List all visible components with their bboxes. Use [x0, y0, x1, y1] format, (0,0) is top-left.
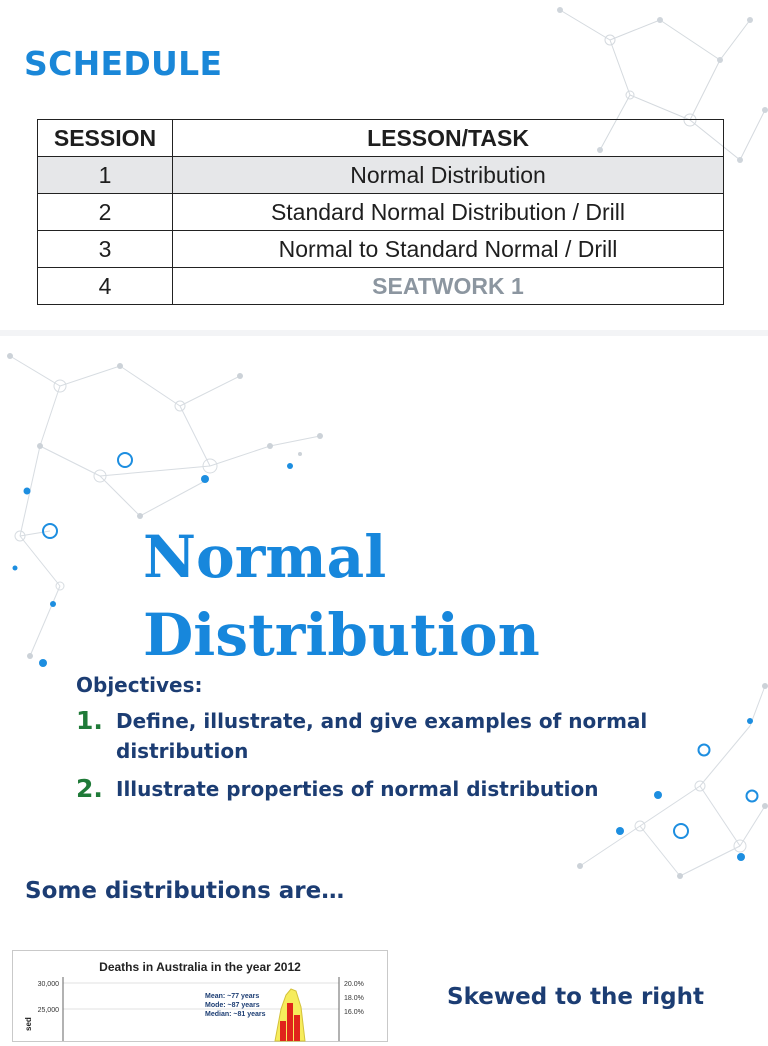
chart-bar [287, 1003, 293, 1041]
objective-text: Define, illustrate, and give examples of normal distribution [116, 709, 648, 763]
chart-annotation: Median: ~81 years [205, 1011, 266, 1018]
session-cell: 2 [38, 194, 173, 231]
task-cell-seatwork: SEATWORK 1 [173, 268, 724, 305]
table-row [38, 231, 724, 268]
right-tick-label: 20.0% [344, 981, 364, 988]
left-tick-label: 25,000 [37, 1007, 59, 1014]
left-tick-label: 30,000 [37, 981, 59, 988]
chart-title: Deaths in Australia in the year 2012 [99, 960, 301, 974]
session-cell: 3 [38, 231, 173, 268]
schedule-heading: SCHEDULE [24, 44, 223, 83]
session-cell: 1 [38, 157, 173, 194]
table-row [38, 268, 724, 305]
objective-number: 1. [76, 706, 103, 735]
task-cell: Normal to Standard Normal / Drill [173, 231, 724, 268]
slide-title-line-2: Distribution [143, 601, 540, 669]
table-row [38, 157, 724, 194]
column-header-lesson-task: LESSON/TASK [173, 120, 724, 157]
slide-title [143, 518, 540, 674]
chart-annotation: Mean: ~77 years [205, 993, 260, 1000]
slide-title-line-1: Normal [143, 523, 387, 591]
deaths-chart-svg [13, 951, 387, 1041]
deaths-chart [12, 950, 388, 1042]
schedule-page [0, 0, 768, 330]
chart-bar [294, 1015, 300, 1041]
column-header-session: SESSION [38, 120, 173, 157]
right-tick-label: 16.0% [344, 1009, 364, 1016]
table-header-row [38, 120, 724, 157]
task-cell: Normal Distribution [173, 157, 724, 194]
objective-number: 2. [76, 774, 103, 803]
objectives-label: Objectives: [76, 673, 203, 697]
session-cell: 4 [38, 268, 173, 305]
chart-annotation: Mode: ~87 years [205, 1002, 260, 1009]
chart-bar [280, 1021, 286, 1041]
some-distributions-heading: Some distributions are… [25, 878, 345, 904]
table-row [38, 194, 724, 231]
schedule-table [37, 119, 724, 305]
skewed-right-label: Skewed to the right [447, 984, 704, 1010]
objective-text: Illustrate properties of normal distribution [116, 777, 599, 801]
y-axis-label: sed [24, 1017, 33, 1031]
task-cell: Standard Normal Distribution / Drill [173, 194, 724, 231]
objective-item [76, 774, 676, 804]
lesson-slide-page [0, 336, 768, 1031]
right-tick-label: 18.0% [344, 995, 364, 1002]
objective-item [76, 706, 676, 766]
